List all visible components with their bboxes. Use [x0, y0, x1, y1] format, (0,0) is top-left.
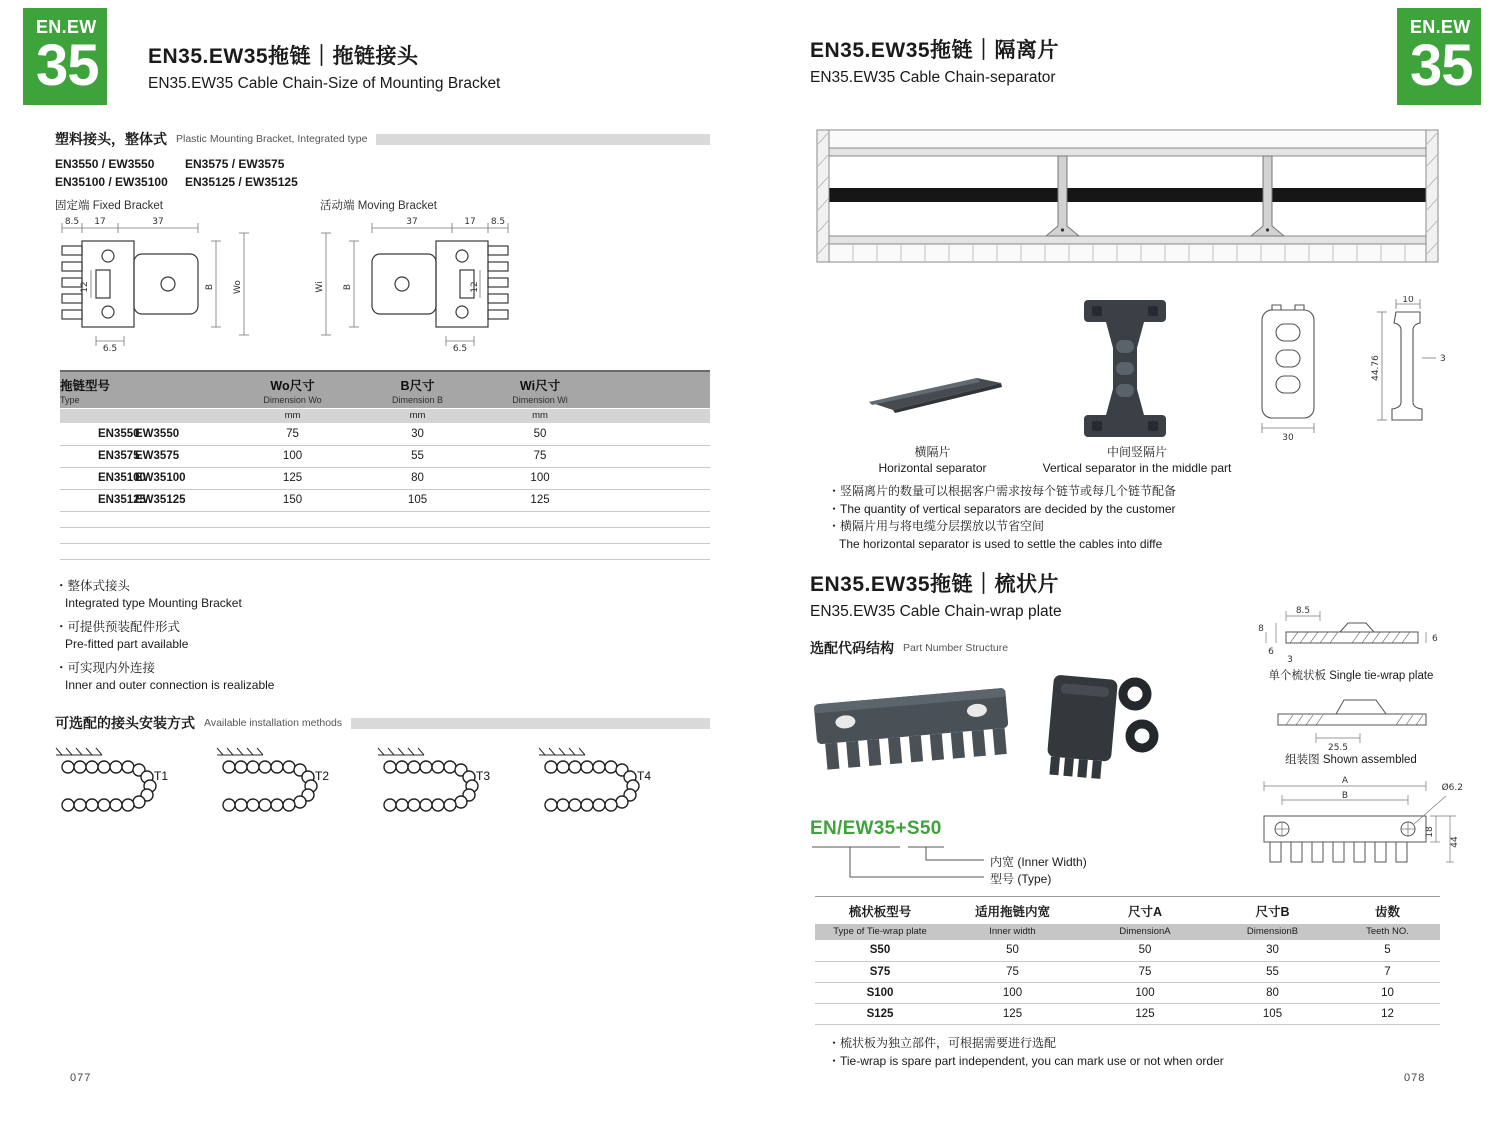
dim-label: 10	[1402, 296, 1414, 305]
caption-en: Single tie-wrap plate	[1329, 670, 1434, 682]
dim-label: Ø6.2	[1441, 783, 1463, 793]
chain-loop-icon	[213, 745, 373, 823]
tie-wrap-dimension-drawing	[1244, 772, 1464, 890]
note-line: ・梳状板为独立部件，可根据需要进行选配	[828, 1036, 1057, 1050]
edition-badge-left	[23, 8, 107, 105]
table-row: EN35125 EW35125 150 105 125	[60, 489, 710, 511]
table-subheader-row: Type of Tie-wrap plate Inner width DimensionA DimensionB Teeth NO.	[815, 924, 1440, 940]
horizontal-separator-photo	[865, 372, 1010, 414]
installation-type-label: T3	[476, 769, 491, 783]
fixed-bracket-label	[55, 197, 163, 213]
heading-rule	[351, 718, 710, 729]
tie-wrap-plate-photo	[806, 666, 1021, 786]
col-header-b: B尺寸 Dimension B	[392, 379, 444, 405]
assembled-tie-wrap-drawing	[1256, 690, 1446, 754]
model-list	[55, 157, 345, 189]
unit-label: mm	[284, 410, 301, 421]
dim-label: 12	[470, 281, 480, 293]
unit-label: mm	[532, 410, 548, 421]
dim-label: 6	[1432, 634, 1438, 644]
tie-wrap-plate-table	[815, 896, 1440, 1025]
col-header-wi: Wi尺寸 Dimension Wi	[512, 379, 568, 405]
chain-loop-icon	[52, 745, 212, 823]
caption-zh: 横隔片	[914, 445, 951, 459]
dim-label: 18	[1425, 826, 1435, 838]
table-unit-row	[60, 409, 710, 424]
fixed-label-zh: 固定端	[55, 200, 90, 212]
install-heading-zh: 可选配的接头安装方式	[55, 715, 195, 731]
installation-type-t1	[52, 745, 213, 823]
feature-list	[55, 578, 274, 701]
moving-label-zh: 活动端	[320, 200, 355, 212]
right-page-title	[810, 34, 1059, 87]
dim-label: 37	[152, 217, 164, 227]
separator-outline-drawing	[1248, 300, 1328, 442]
installation-type-t3	[374, 745, 535, 823]
dim-label: 37	[406, 217, 418, 227]
unit-label: mm	[409, 410, 426, 421]
badge-number-label: 35	[1410, 33, 1473, 98]
note-line: ・Tie-wrap is spare part independent, you can mark use or not when order	[828, 1053, 1224, 1068]
single-tie-wrap-drawing	[1256, 604, 1446, 666]
table-header-row	[815, 897, 1440, 925]
page-title-en: EN35.EW35 Cable Chain-Size of Mounting Bracket	[148, 75, 501, 92]
dim-label: 3	[1440, 354, 1446, 364]
fixed-bracket-drawing	[48, 213, 280, 353]
col-header-wo: Wo尺寸 Dimension Wo	[263, 379, 322, 405]
dim-label: 17	[94, 217, 106, 227]
installation-type-label: T1	[154, 769, 169, 783]
feature-en: Integrated type Mounting Bracket	[65, 596, 242, 610]
badge-series-label: EN.EW	[1410, 17, 1471, 37]
wrap-plate-title	[810, 568, 1062, 621]
section-plastic-heading	[55, 129, 710, 149]
chain-loop-icon	[535, 745, 695, 823]
model-item: EN35100 / EW35100	[55, 175, 168, 189]
feature-en: Inner and outer connection is realizable	[65, 678, 275, 692]
caption-zh: 中间竖隔片	[1106, 445, 1167, 459]
installation-type-t2	[213, 745, 374, 823]
col-header-type: 拖链型号 Type	[60, 379, 111, 405]
model-item: EN3550 / EW3550	[55, 157, 155, 171]
horizontal-separator-caption	[845, 444, 1020, 476]
single-tie-wrap-caption	[1256, 668, 1446, 684]
dim-label: 12	[80, 281, 90, 293]
part-number-heading	[810, 638, 1008, 658]
dim-label: 8	[1258, 624, 1264, 634]
dim-label: 25.5	[1327, 743, 1349, 753]
dim-label: 8.5	[1295, 606, 1311, 616]
left-page-title	[148, 40, 500, 93]
table-empty-row	[60, 543, 710, 559]
table-empty-row	[60, 527, 710, 543]
feature-zh: ・可提供预装配件形式	[55, 620, 181, 634]
part-number-structure-lines	[810, 846, 990, 882]
moving-bracket-drawing	[290, 213, 522, 353]
dim-label: B	[205, 283, 215, 291]
heading-rule	[376, 134, 710, 145]
edition-badge-right	[1397, 8, 1481, 105]
section-heading-zh: 塑料接头，整体式	[55, 131, 167, 147]
mounting-bracket-size-table	[60, 370, 710, 560]
code-label-inner-width: 内宽 (Inner Width)	[990, 855, 1087, 869]
vertical-separator-photo	[1078, 296, 1173, 441]
assembled-caption	[1256, 752, 1446, 768]
section-heading-en: Plastic Mounting Bracket, Integrated type	[176, 133, 368, 145]
table-row: S125 125 125 105 12	[815, 1003, 1440, 1024]
section-title-zh: EN35.EW35拖链｜梳状片	[810, 573, 1060, 596]
badge-series-label: EN.EW	[36, 17, 97, 37]
part-heading-en: Part Number Structure	[903, 642, 1009, 654]
dim-label: Wi	[315, 281, 325, 293]
table-row: EN3550 EW3550 75 30 50	[60, 423, 710, 445]
col-header-b: 尺寸B	[1210, 897, 1335, 925]
dim-label: 6.5	[102, 344, 118, 353]
caption-zh: 单个梳状板	[1268, 670, 1327, 682]
col-header-type: 梳状板型号	[815, 897, 945, 925]
install-heading-en: Available installation methods	[204, 717, 343, 729]
dim-label: 30	[1282, 433, 1294, 442]
model-item: EN35125 / EW35125	[185, 175, 298, 189]
section-title-en: EN35.EW35 Cable Chain-wrap plate	[810, 603, 1062, 620]
dim-label: 17	[464, 217, 476, 227]
dim-label: 8.5	[490, 217, 506, 227]
page-number-right: 078	[1404, 1072, 1426, 1084]
page-number-left: 077	[70, 1072, 92, 1084]
feature-en: Pre-fitted part available	[65, 637, 189, 651]
dim-label: 8.5	[64, 217, 80, 227]
installation-type-label: T2	[315, 769, 330, 783]
separator-profile-drawing	[1362, 296, 1452, 446]
dim-label: A	[1341, 776, 1349, 786]
caption-zh: 组装图	[1285, 754, 1320, 766]
badge-number-label: 35	[36, 33, 99, 98]
caption-en: Horizontal separator	[878, 461, 987, 475]
installation-type-t4	[535, 745, 696, 823]
tie-wrap-bracket-photo	[1032, 664, 1167, 786]
note-line: ・The quantity of vertical separators are decided by the customer	[828, 501, 1176, 516]
page-title-zh: EN35.EW35拖链｜隔离片	[810, 39, 1060, 62]
vertical-separator-caption	[1022, 444, 1252, 476]
chain-loop-icon	[374, 745, 534, 823]
part-heading-zh: 选配代码结构	[810, 640, 894, 656]
separator-notes	[828, 483, 1176, 553]
note-line: ・竖隔离片的数量可以根据客户需求按每个链节或每几个链节配备	[828, 484, 1177, 498]
col-header-teeth: 齿数	[1335, 897, 1440, 925]
dim-label: B	[343, 283, 353, 291]
dim-label: 6	[1268, 647, 1274, 657]
dim-label: 44	[1450, 836, 1460, 848]
table-row: S50 50 50 30 5	[815, 940, 1440, 961]
dim-label: Wo	[233, 280, 243, 294]
code-label-type: 型号 (Type)	[990, 872, 1052, 886]
table-row: S100 100 100 80 10	[815, 982, 1440, 1003]
caption-en: Shown assembled	[1322, 754, 1417, 766]
table-empty-row	[60, 511, 710, 527]
model-item: EN3575 / EW3575	[185, 157, 285, 171]
page-title-en: EN35.EW35 Cable Chain-separator	[810, 69, 1056, 86]
table-row: S75 75 75 55 7	[815, 961, 1440, 982]
tie-wrap-notes	[828, 1035, 1224, 1070]
table-row: EN35100 EW35100 125 80 100	[60, 467, 710, 489]
installation-methods-heading	[55, 713, 710, 733]
moving-bracket-label	[320, 197, 437, 213]
col-header-a: 尺寸A	[1080, 897, 1210, 925]
caption-en: Vertical separator in the middle part	[1042, 461, 1232, 475]
col-header-filler	[605, 371, 710, 409]
fixed-label-en: Fixed Bracket	[92, 200, 164, 212]
installation-diagrams	[52, 745, 698, 823]
note-line: The horizontal separator is used to settle the cables into diffe	[839, 536, 1163, 551]
note-line: ・横隔片用与将电缆分层摆放以节省空间	[828, 519, 1045, 533]
table-row: EN3575 EW3575 100 55 75	[60, 445, 710, 467]
dim-label: B	[1341, 791, 1349, 801]
moving-label-en: Moving Bracket	[357, 200, 437, 212]
dim-label: 6.5	[452, 344, 468, 353]
table-header-row	[60, 371, 710, 409]
installation-type-label: T4	[637, 769, 652, 783]
part-number-code: EN/EW35+S50	[810, 818, 942, 839]
col-header-inner: 适用拖链内宽	[945, 897, 1080, 925]
dim-label: 44.76	[1371, 355, 1381, 381]
cable-chain-assembly-drawing	[815, 120, 1440, 272]
feature-zh: ・可实现内外连接	[55, 661, 156, 675]
feature-zh: ・整体式接头	[55, 579, 131, 593]
page-title-zh: EN35.EW35拖链｜拖链接头	[148, 45, 419, 68]
dim-label: 3	[1287, 655, 1293, 665]
